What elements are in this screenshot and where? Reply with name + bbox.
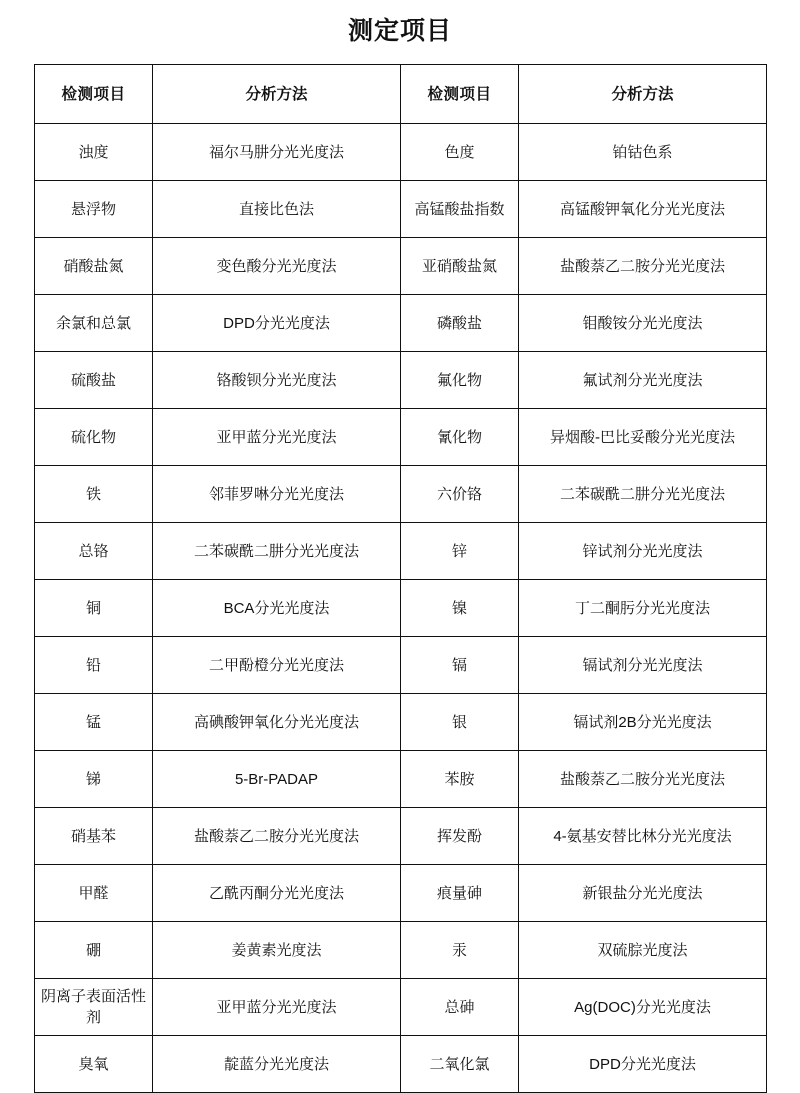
cell-item-right: 痕量砷: [401, 865, 519, 922]
cell-item-left: 锑: [35, 751, 153, 808]
cell-item-left: 铜: [35, 580, 153, 637]
cell-method-right: 二苯碳酰二肼分光光度法: [519, 466, 767, 523]
table-row: [35, 352, 767, 409]
cell-item-left: 甲醛: [35, 865, 153, 922]
cell-item-left: 悬浮物: [35, 181, 153, 238]
measurement-items-table: [34, 64, 767, 1093]
cell-method-left: 直接比色法: [153, 181, 401, 238]
cell-item-left: 铁: [35, 466, 153, 523]
cell-item-left: 硝基苯: [35, 808, 153, 865]
cell-method-right: 4-氨基安替比林分光光度法: [519, 808, 767, 865]
cell-method-left: BCA分光光度法: [153, 580, 401, 637]
cell-item-right: 氰化物: [401, 409, 519, 466]
cell-method-left: 铬酸钡分光光度法: [153, 352, 401, 409]
cell-item-right: 镉: [401, 637, 519, 694]
table-row: [35, 1036, 767, 1093]
cell-method-right: 丁二酮肟分光光度法: [519, 580, 767, 637]
table-row: [35, 181, 767, 238]
cell-item-right: 二氧化氯: [401, 1036, 519, 1093]
cell-item-right: 高锰酸盐指数: [401, 181, 519, 238]
cell-item-left: 浊度: [35, 124, 153, 181]
cell-method-right: 锌试剂分光光度法: [519, 523, 767, 580]
cell-item-right: 色度: [401, 124, 519, 181]
cell-method-right: 钼酸铵分光光度法: [519, 295, 767, 352]
table-row: [35, 751, 767, 808]
table-row: [35, 637, 767, 694]
cell-item-right: 苯胺: [401, 751, 519, 808]
cell-method-left: 高碘酸钾氧化分光光度法: [153, 694, 401, 751]
cell-item-right: 磷酸盐: [401, 295, 519, 352]
table-row: [35, 409, 767, 466]
cell-item-left: 硫化物: [35, 409, 153, 466]
cell-method-right: 异烟酸-巴比妥酸分光光度法: [519, 409, 767, 466]
cell-method-right: 氟试剂分光光度法: [519, 352, 767, 409]
cell-item-right: 锌: [401, 523, 519, 580]
cell-method-left: 二甲酚橙分光光度法: [153, 637, 401, 694]
cell-item-left: 铅: [35, 637, 153, 694]
cell-method-right: 新银盐分光光度法: [519, 865, 767, 922]
table-row: [35, 808, 767, 865]
cell-item-right: 六价铬: [401, 466, 519, 523]
cell-item-left: 总铬: [35, 523, 153, 580]
table-row: [35, 238, 767, 295]
cell-method-left: 亚甲蓝分光光度法: [153, 979, 401, 1036]
column-header-item-right: 检测项目: [401, 65, 519, 124]
cell-method-left: 靛蓝分光光度法: [153, 1036, 401, 1093]
column-header-method-left: 分析方法: [153, 65, 401, 124]
cell-method-left: 乙酰丙酮分光光度法: [153, 865, 401, 922]
table-container: [0, 64, 800, 1093]
cell-method-left: 二苯碳酰二肼分光光度法: [153, 523, 401, 580]
cell-item-left: 阴离子表面活性剂: [35, 979, 153, 1036]
table-row: [35, 523, 767, 580]
table-row: [35, 466, 767, 523]
cell-method-right: 铂钴色系: [519, 124, 767, 181]
cell-item-right: 汞: [401, 922, 519, 979]
table-row: [35, 922, 767, 979]
cell-item-right: 氟化物: [401, 352, 519, 409]
cell-item-right: 镍: [401, 580, 519, 637]
table-header-row: [35, 65, 767, 124]
document-page: [0, 14, 800, 1073]
cell-item-left: 硝酸盐氮: [35, 238, 153, 295]
cell-method-left: 邻菲罗啉分光光度法: [153, 466, 401, 523]
cell-method-left: 盐酸萘乙二胺分光光度法: [153, 808, 401, 865]
table-row: [35, 124, 767, 181]
cell-method-left: DPD分光光度法: [153, 295, 401, 352]
cell-item-left: 余氯和总氯: [35, 295, 153, 352]
table-row: [35, 295, 767, 352]
cell-item-left: 硼: [35, 922, 153, 979]
cell-method-right: Ag(DOC)分光光度法: [519, 979, 767, 1036]
cell-method-right: 双硫腙光度法: [519, 922, 767, 979]
table-body: [35, 65, 767, 1093]
cell-method-left: 亚甲蓝分光光度法: [153, 409, 401, 466]
cell-item-left: 硫酸盐: [35, 352, 153, 409]
cell-method-right: DPD分光光度法: [519, 1036, 767, 1093]
column-header-item-left: 检测项目: [35, 65, 153, 124]
table-row: [35, 580, 767, 637]
cell-method-right: 镉试剂分光光度法: [519, 637, 767, 694]
table-row: [35, 979, 767, 1036]
page-title: 测定项目: [347, 17, 452, 45]
cell-item-right: 总砷: [401, 979, 519, 1036]
cell-method-left: 变色酸分光光度法: [153, 238, 401, 295]
column-header-method-right: 分析方法: [519, 65, 767, 124]
cell-method-left: 5-Br-PADAP: [153, 751, 401, 808]
cell-item-left: 锰: [35, 694, 153, 751]
cell-method-right: 镉试剂2B分光光度法: [519, 694, 767, 751]
cell-method-right: 盐酸萘乙二胺分光光度法: [519, 238, 767, 295]
cell-item-right: 银: [401, 694, 519, 751]
cell-method-left: 福尔马肼分光光度法: [153, 124, 401, 181]
table-row: [35, 865, 767, 922]
cell-item-right: 亚硝酸盐氮: [401, 238, 519, 295]
cell-method-right: 盐酸萘乙二胺分光光度法: [519, 751, 767, 808]
cell-method-left: 姜黄素光度法: [153, 922, 401, 979]
table-row: [35, 694, 767, 751]
cell-method-right: 高锰酸钾氧化分光光度法: [519, 181, 767, 238]
cell-item-left: 臭氧: [35, 1036, 153, 1093]
cell-item-right: 挥发酚: [401, 808, 519, 865]
